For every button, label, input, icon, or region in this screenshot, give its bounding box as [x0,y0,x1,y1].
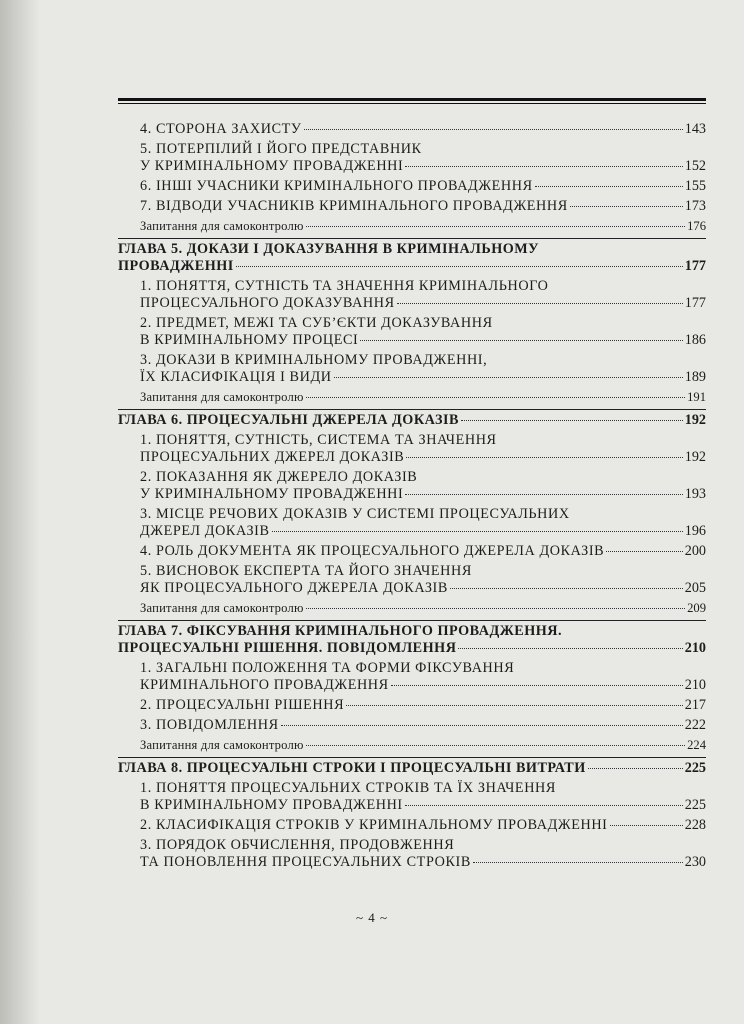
page-gutter-shadow [0,0,40,1024]
toc-entry-title: Запитання для самоконтролю [140,738,304,752]
toc-entry[interactable] [118,352,706,386]
toc-entry-title: 5. ПОТЕРПІЛИЙ І ЙОГО ПРЕДСТАВНИК [140,141,422,157]
toc-entry[interactable] [118,817,706,834]
toc-self-check[interactable] [118,600,706,617]
toc-page-number: 217 [684,697,706,713]
toc-entry-title: 6. ІНШІ УЧАСНИКИ КРИМІНАЛЬНОГО ПРОВАДЖЕННЯ [140,178,533,194]
toc-entry[interactable] [118,315,706,349]
chapter-divider [118,409,706,410]
dot-leader [306,226,686,227]
toc-chapter[interactable] [118,760,706,777]
toc-entry-title: 7. ВІДВОДИ УЧАСНИКІВ КРИМІНАЛЬНОГО ПРОВАДЖЕННЯ [140,198,568,214]
toc-page-number: 152 [684,158,706,174]
dot-leader [397,303,683,304]
chapter-divider [118,238,706,239]
dot-leader [281,725,683,726]
dot-leader [570,206,683,207]
toc-page-number: 177 [684,258,706,274]
toc-entry-title-cont: У КРИМІНАЛЬНОМУ ПРОВАДЖЕННІ [140,486,404,502]
toc-page-number: 176 [687,219,706,233]
dot-leader [334,377,683,378]
dot-leader [346,705,683,706]
dot-leader [272,531,683,532]
toc-page-number: 193 [684,486,706,502]
toc-page-number: 209 [687,601,706,615]
dot-leader [405,805,683,806]
toc-entry-title: 1. ПОНЯТТЯ, СУТНІСТЬ, СИСТЕМА ТА ЗНАЧЕННЯ [140,432,497,448]
dot-leader [535,186,683,187]
toc-entry-title-cont: ЯК ПРОЦЕСУАЛЬНОГО ДЖЕРЕЛА ДОКАЗІВ [140,580,448,596]
page-number: ~ 4 ~ [355,910,389,925]
toc-entry-title: 1. ПОНЯТТЯ ПРОЦЕСУАЛЬНИХ СТРОКІВ ТА ЇХ ЗНАЧЕННЯ [140,780,556,796]
toc-page-number: 210 [684,677,706,693]
dot-leader [304,129,683,130]
dot-leader [306,745,686,746]
dot-leader [461,420,683,421]
toc-entry-title: Запитання для самоконтролю [140,219,304,233]
toc-entry[interactable] [118,278,706,312]
toc-page-number: 173 [684,198,706,214]
toc-self-check[interactable] [118,737,706,754]
toc-page-number: 224 [687,738,706,752]
toc-page-number: 177 [684,295,706,311]
toc-entry-title: 3. МІСЦЕ РЕЧОВИХ ДОКАЗІВ У СИСТЕМІ ПРОЦЕСУАЛЬНИХ [140,506,570,522]
toc-entry[interactable] [118,543,706,560]
toc-entry-title: Запитання для самоконтролю [140,390,304,404]
toc-entry[interactable] [118,717,706,734]
table-of-contents [118,121,706,871]
toc-self-check[interactable] [118,218,706,235]
toc-entry[interactable] [118,506,706,540]
toc-entry-title-cont: В КРИМІНАЛЬНОМУ ПРОЦЕСІ [140,332,359,348]
toc-entry-title: 4. СТОРОНА ЗАХИСТУ [140,121,302,137]
toc-page-number: 230 [684,854,706,870]
toc-entry[interactable] [118,780,706,814]
toc-entry[interactable] [118,121,706,138]
dot-leader [306,608,686,609]
toc-chapter-title: ГЛАВА 8. ПРОЦЕСУАЛЬНІ СТРОКИ І ПРОЦЕСУАЛЬНІ ВИТРАТИ [118,760,586,776]
dot-leader [391,685,683,686]
toc-entry-title: Запитання для самоконтролю [140,601,304,615]
toc-entry[interactable] [118,660,706,694]
toc-entry[interactable] [118,563,706,597]
toc-entry-title: 3. ПОРЯДОК ОБЧИСЛЕННЯ, ПРОДОВЖЕННЯ [140,837,455,853]
dot-leader [405,166,682,167]
dot-leader [588,768,683,769]
toc-page-number: 186 [684,332,706,348]
toc-page-number: 192 [684,449,706,465]
toc-page-number: 225 [684,760,706,776]
toc-page-number: 222 [684,717,706,733]
toc-page-number: 189 [684,369,706,385]
toc-page-number: 225 [684,797,706,813]
toc-page-number: 192 [684,412,706,428]
toc-chapter-title-cont: ПРОЦЕСУАЛЬНІ РІШЕННЯ. ПОВІДОМЛЕННЯ [118,640,457,656]
dot-leader [236,266,683,267]
toc-entry-title: 1. ЗАГАЛЬНІ ПОЛОЖЕННЯ ТА ФОРМИ ФІКСУВАННЯ [140,660,515,676]
toc-chapter[interactable] [118,623,706,657]
toc-entry[interactable] [118,432,706,466]
toc-chapter-title: ГЛАВА 6. ПРОЦЕСУАЛЬНІ ДЖЕРЕЛА ДОКАЗІВ [118,412,459,428]
dot-leader [306,397,686,398]
toc-entry-title: 2. ПРОЦЕСУАЛЬНІ РІШЕННЯ [140,697,345,713]
toc-entry-title-cont: У КРИМІНАЛЬНОМУ ПРОВАДЖЕННІ [140,158,404,174]
toc-entry-title-cont: ТА ПОНОВЛЕННЯ ПРОЦЕСУАЛЬНИХ СТРОКІВ [140,854,471,870]
dot-leader [360,340,682,341]
toc-entry[interactable] [118,141,706,175]
toc-page-number: 205 [684,580,706,596]
toc-entry-title: 2. ПОКАЗАННЯ ЯК ДЖЕРЕЛО ДОКАЗІВ [140,469,418,485]
dot-leader [450,588,683,589]
toc-entry-title-cont: В КРИМІНАЛЬНОМУ ПРОВАДЖЕННІ [140,797,403,813]
toc-entry-title-cont: ПРОЦЕСУАЛЬНОГО ДОКАЗУВАННЯ [140,295,395,311]
toc-entry-title: 5. ВИСНОВОК ЕКСПЕРТА ТА ЙОГО ЗНАЧЕННЯ [140,563,472,579]
toc-entry[interactable] [118,178,706,195]
dot-leader [405,494,682,495]
toc-entry-title: 3. ДОКАЗИ В КРИМІНАЛЬНОМУ ПРОВАДЖЕННІ, [140,352,488,368]
toc-page-number: 191 [687,390,706,404]
header-rule [118,98,706,104]
toc-entry-title: 1. ПОНЯТТЯ, СУТНІСТЬ ТА ЗНАЧЕННЯ КРИМІНАЛЬНОГО [140,278,549,294]
chapter-divider [118,620,706,621]
toc-entry[interactable] [118,697,706,714]
toc-entry-title: 2. КЛАСИФІКАЦІЯ СТРОКІВ У КРИМІНАЛЬНОМУ ПРОВАДЖЕННІ [140,817,608,833]
toc-entry-title-cont: КРИМІНАЛЬНОГО ПРОВАДЖЕННЯ [140,677,389,693]
toc-chapter-title: ГЛАВА 5. ДОКАЗИ І ДОКАЗУВАННЯ В КРИМІНАЛЬНОМУ [118,241,540,257]
toc-page-number: 228 [684,817,706,833]
toc-chapter[interactable] [118,241,706,275]
toc-page-number: 200 [684,543,706,559]
toc-page-number: 155 [684,178,706,194]
toc-entry-title-cont: ПРОЦЕСУАЛЬНИХ ДЖЕРЕЛ ДОКАЗІВ [140,449,405,465]
toc-entry[interactable] [118,837,706,871]
toc-page-number: 210 [684,640,706,656]
toc-entry-title-cont: ДЖЕРЕЛ ДОКАЗІВ [140,523,270,539]
dot-leader [458,648,682,649]
dot-leader [606,551,682,552]
toc-entry-title: 2. ПРЕДМЕТ, МЕЖІ ТА СУБ’ЄКТИ ДОКАЗУВАННЯ [140,315,493,331]
dot-leader [610,825,683,826]
dot-leader [473,862,683,863]
toc-page-number: 196 [684,523,706,539]
toc-page-number: 143 [684,121,706,137]
toc-self-check[interactable] [118,389,706,406]
toc-entry-title-cont: ЇХ КЛАСИФІКАЦІЯ І ВИДИ [140,369,332,385]
dot-leader [406,457,682,458]
chapter-divider [118,757,706,758]
toc-entry-title: 4. РОЛЬ ДОКУМЕНТА ЯК ПРОЦЕСУАЛЬНОГО ДЖЕРЕЛА ДОКАЗІВ [140,543,605,559]
toc-entry[interactable] [118,469,706,503]
toc-chapter-title-cont: ПРОВАДЖЕННІ [118,258,234,274]
toc-entry-title: 3. ПОВІДОМЛЕННЯ [140,717,279,733]
toc-chapter[interactable] [118,412,706,429]
toc-chapter-title: ГЛАВА 7. ФІКСУВАННЯ КРИМІНАЛЬНОГО ПРОВАДЖЕННЯ. [118,623,563,639]
toc-entry[interactable] [118,198,706,215]
